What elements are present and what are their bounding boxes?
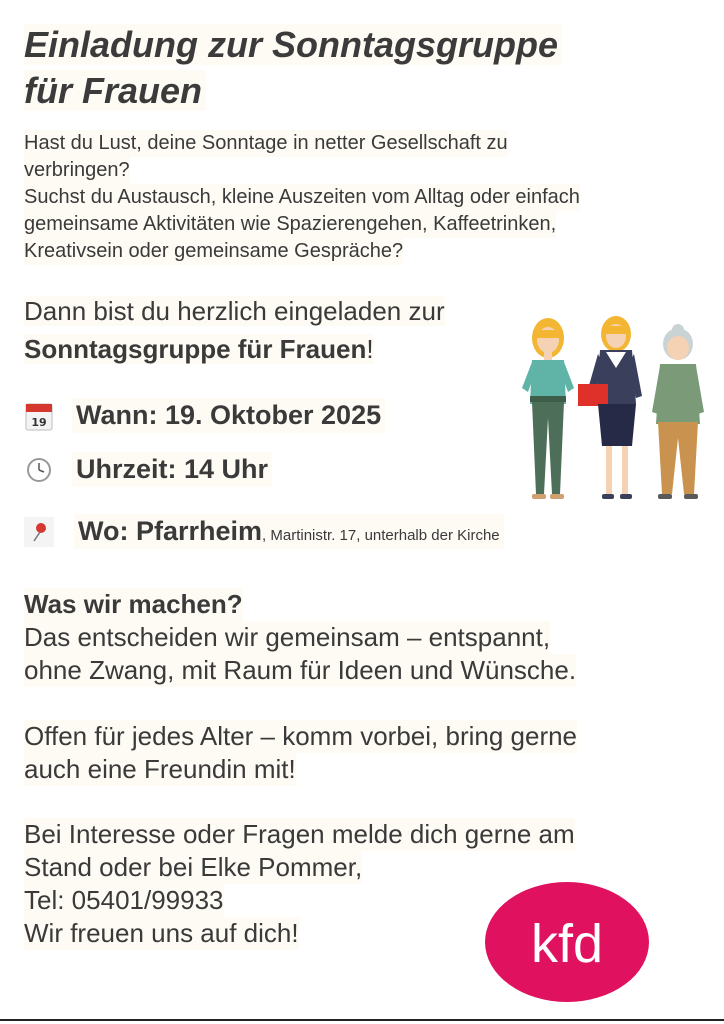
what-heading: Was wir machen?	[24, 589, 243, 619]
intro-line-4: gemeinsame Aktivitäten wie Spazierengehen, Kaffeetrinken,	[24, 211, 556, 238]
woman-middle-figure	[578, 316, 642, 499]
bottom-divider	[0, 1019, 724, 1021]
open-section	[24, 720, 704, 786]
clock-icon	[24, 455, 54, 485]
what-section	[24, 588, 704, 687]
when-row	[24, 398, 385, 433]
woman-right-figure	[652, 324, 704, 499]
open-line-2: auch eine Freundin mit!	[24, 754, 296, 784]
when-label: Wann: 19. Oktober 2025	[72, 398, 385, 433]
where-label: Wo: Pfarrheim	[78, 516, 263, 546]
time-label: Uhrzeit: 14 Uhr	[72, 452, 272, 487]
flyer-title	[24, 22, 684, 114]
calendar-icon	[24, 401, 54, 431]
svg-text:19: 19	[31, 415, 47, 429]
where-row	[24, 514, 504, 549]
woman-left-figure	[522, 318, 574, 499]
kfd-logo	[478, 880, 656, 1010]
intro-line-5: Kreativsein oder gemeinsame Gespräche?	[24, 238, 403, 265]
where-address: , Martinistr. 17, unterhalb der Kirche	[262, 527, 500, 544]
invite-group-name: Sonntagsgruppe für Frauen	[24, 334, 367, 364]
time-row	[24, 452, 272, 487]
contact-phone: Tel: 05401/99933	[24, 885, 224, 915]
intro-line-2: verbringen?	[24, 157, 130, 184]
what-line-2: ohne Zwang, mit Raum für Ideen und Wünsche.	[24, 655, 577, 685]
kfd-logo-text: kfd	[530, 914, 604, 974]
contact-line-2: Stand oder bei Elke Pommer,	[24, 852, 363, 882]
what-line-1: Das entscheiden wir gemeinsam – entspannt,	[24, 622, 551, 652]
invite-line-1: Dann bist du herzlich eingeladen zur	[24, 296, 445, 326]
intro-line-3: Suchst du Austausch, kleine Auszeiten vom Alltag oder einfach	[24, 184, 580, 211]
intro-paragraph	[24, 130, 704, 265]
title-line-1: Einladung zur Sonntagsgruppe	[24, 24, 562, 65]
pin-icon	[24, 517, 54, 547]
invite-text	[24, 292, 524, 368]
open-line-1: Offen für jedes Alter – komm vorbei, bring gerne	[24, 721, 578, 751]
intro-line-1: Hast du Lust, deine Sonntage in netter Gesellschaft zu	[24, 130, 508, 157]
title-line-2: für Frauen	[24, 70, 206, 111]
invite-suffix: !	[366, 334, 374, 364]
contact-line-1: Bei Interesse oder Fragen melde dich gerne am	[24, 819, 575, 849]
women-illustration	[518, 308, 714, 508]
contact-line-4: Wir freuen uns auf dich!	[24, 918, 299, 948]
